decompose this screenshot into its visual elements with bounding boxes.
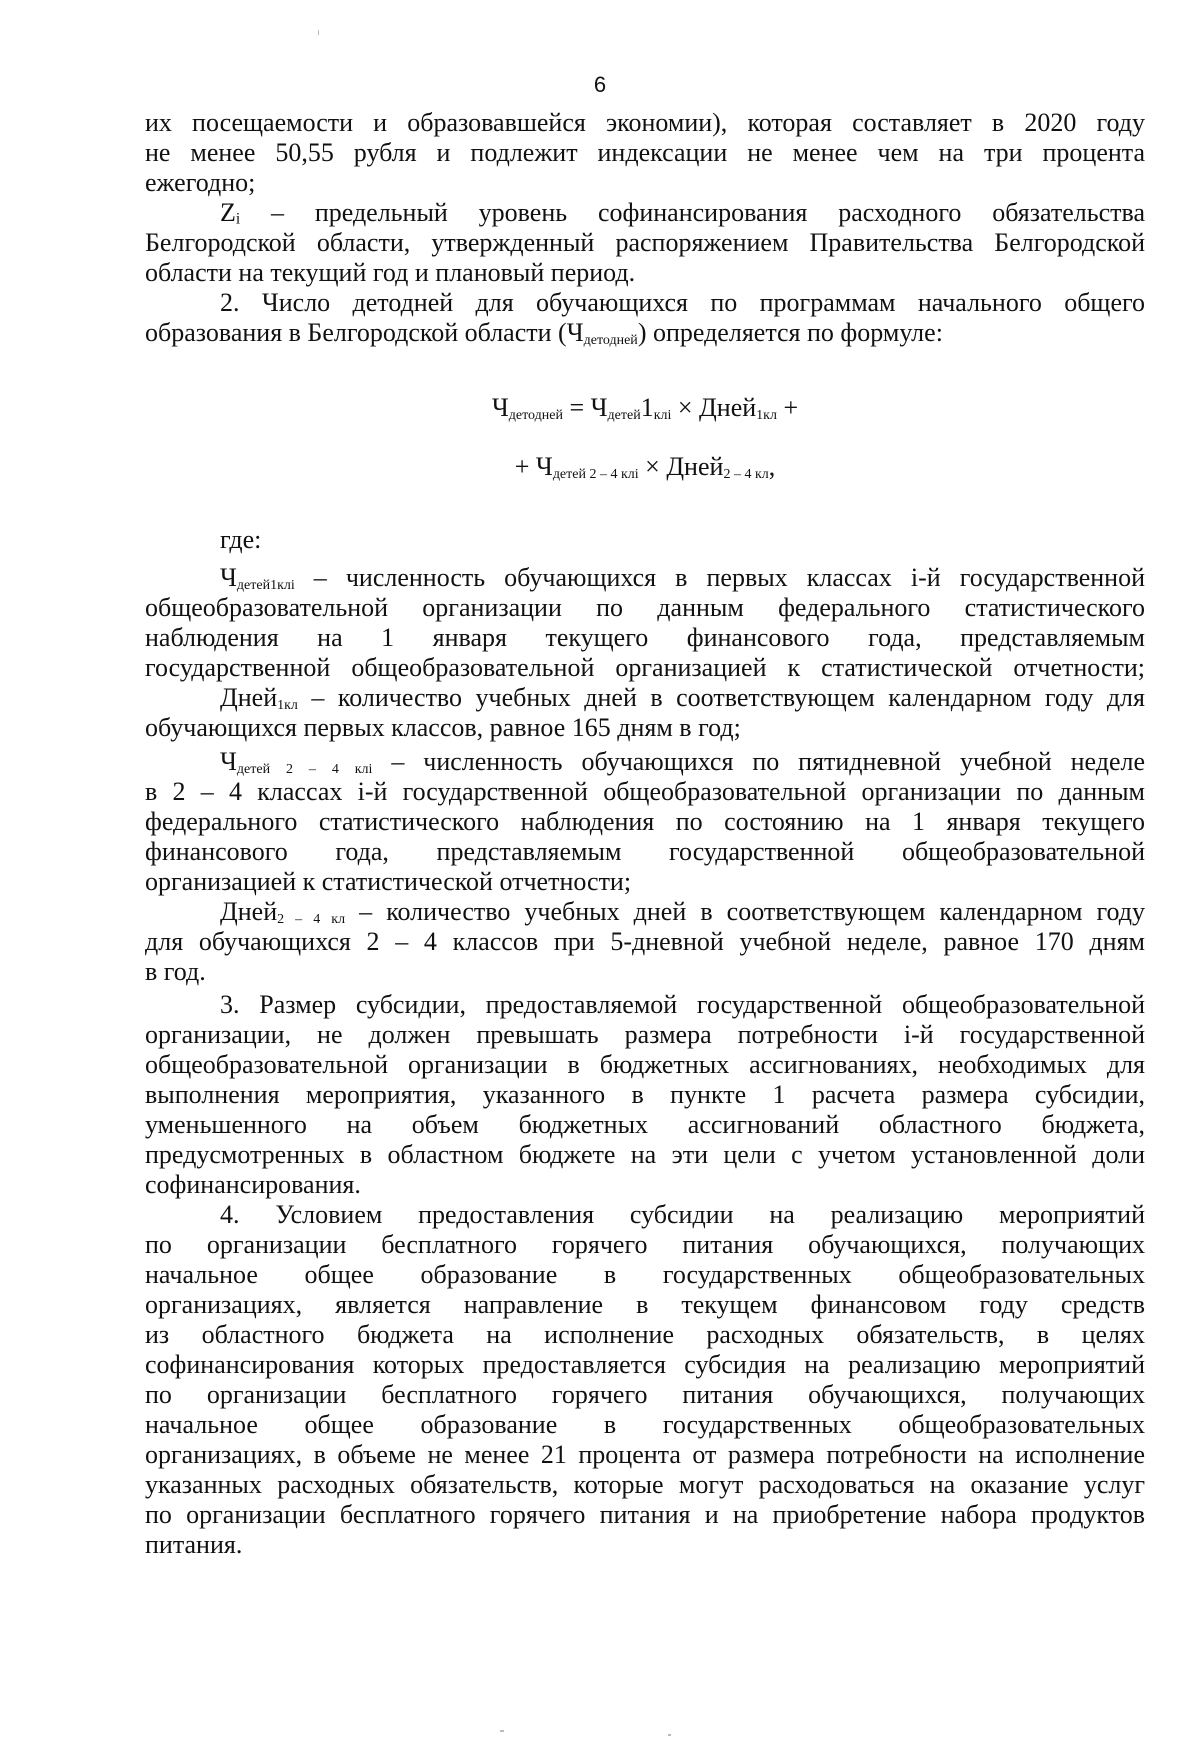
where-label: где: (220, 525, 262, 554)
text-line: Zᵢ – предельный уровень софинансирования расходного обязательства (220, 198, 1145, 227)
paragraph-4-line: начальное общее образование в государственных общеобразовательных (145, 1410, 1145, 1439)
symbol-subscript: детодней (583, 333, 638, 348)
text-line: государственной общеобразовательной организацией к статистической отчетности; (145, 653, 1145, 682)
paragraph-4-line: питания. (145, 1530, 243, 1559)
text-line: обучающихся первых классов, равное 165 дням в год; (145, 713, 741, 742)
text-line: для обучающихся 2 – 4 классов при 5-дневной учебной неделе, равное 170 дням (145, 927, 1145, 956)
text-line: федерального статистического наблюдения по состоянию на 1 января текущего (145, 807, 1145, 836)
paragraph-3-line: организации, не должен превышать размера потребности i-й государственной (145, 1020, 1145, 1049)
paragraph-4-line: софинансирования которых предоставляется субсидия на реализацию мероприятий (145, 1350, 1145, 1379)
text-line: финансового года, представляемым государственной общеобразовательной (145, 837, 1145, 866)
formula-line-1: Чдетодней = Чдетей1клi × Дней1кл + (491, 393, 799, 423)
text-line: в 2 – 4 классах i-й государственной общеобразовательной организации по данным (145, 777, 1145, 806)
text-line: не менее 50,55 рубля и подлежит индексации не менее чем на три процента (145, 138, 1145, 167)
paragraph-3-line: 3. Размер субсидии, предоставляемой государственной общеобразовательной (220, 990, 1145, 1019)
text-line: организацией к статистической отчетности; (145, 867, 632, 896)
paragraph-4-line: 4. Условием предоставления субсидии на реализацию мероприятий (220, 1200, 1145, 1229)
definition-line: Чдетей1клi – численность обучающихся в первых классах i-й государственной (220, 563, 1145, 593)
scan-speck (500, 1730, 504, 1732)
text-line: их посещаемости и образовавшейся экономии), которая составляет в 2020 году (145, 108, 1145, 137)
paragraph-4-line: по организации бесплатного горячего питания и на приобретение набора продуктов (145, 1500, 1145, 1529)
paragraph-4-line: начальное общее образование в государственных общеобразовательных (145, 1260, 1145, 1289)
text-line: общеобразовательной организации по данным федерального статистического (145, 593, 1145, 622)
paragraph-4-line: организациях, является направление в текущем финансовом году средств (145, 1290, 1145, 1319)
definition-line: Дней1кл – количество учебных дней в соответствующем календарном году для (220, 683, 1145, 713)
text-fragment: образования в Белгородской области ( (145, 318, 567, 347)
definition-line: Дней2 – 4 кл – количество учебных дней в соответствующем календарном году (220, 897, 1145, 927)
scan-speck (318, 30, 319, 35)
text-line: ежегодно; (145, 168, 256, 197)
text-line: наблюдения на 1 января текущего финансового года, представляемым (145, 623, 1145, 652)
definition-line: Чдетей 2 – 4 клi – численность обучающихся по пятидневной учебной неделе (220, 747, 1145, 777)
paragraph-4-line: по организации бесплатного горячего питания обучающихся, получающих (145, 1230, 1145, 1259)
text-fragment: ) определяется по формуле: (637, 318, 943, 347)
paragraph-3-line: софинансирования. (145, 1170, 361, 1199)
scan-speck (668, 1734, 671, 1736)
text-line: 2. Число детодней для обучающихся по программам начального общего (220, 288, 1145, 317)
formula-line-2: + Чдетей 2 – 4 клi × Дней2 – 4 кл, (514, 452, 776, 482)
text-line: области на текущий год и плановый период. (145, 258, 636, 287)
page-number: 6 (593, 72, 607, 97)
paragraph-3-line: предусмотренных в областном бюджете на эти цели с учетом установленной доли (145, 1140, 1145, 1169)
symbol: Ч (566, 318, 584, 347)
text-line: Белгородской области, утвержденный распоряжением Правительства Белгородской (145, 228, 1145, 257)
paragraph-4-line: указанных расходных обязательств, которые могут расходоваться на оказание услуг (145, 1470, 1145, 1499)
paragraph-4-line: из областного бюджета на исполнение расходных обязательств, в целях (145, 1320, 1145, 1349)
text-line (145, 318, 1145, 353)
text-line: в год. (145, 957, 206, 986)
paragraph-3-line: выполнения мероприятия, указанного в пункте 1 расчета размера субсидии, (145, 1080, 1145, 1109)
paragraph-3-line: общеобразовательной организации в бюджетных ассигнованиях, необходимых для (145, 1050, 1145, 1079)
paragraph-4-line: по организации бесплатного горячего питания обучающихся, получающих (145, 1380, 1145, 1409)
paragraph-3-line: уменьшенного на объем бюджетных ассигнований областного бюджета, (145, 1110, 1145, 1139)
paragraph-4-line: организациях, в объеме не менее 21 процента от размера потребности на исполнение (145, 1440, 1145, 1469)
